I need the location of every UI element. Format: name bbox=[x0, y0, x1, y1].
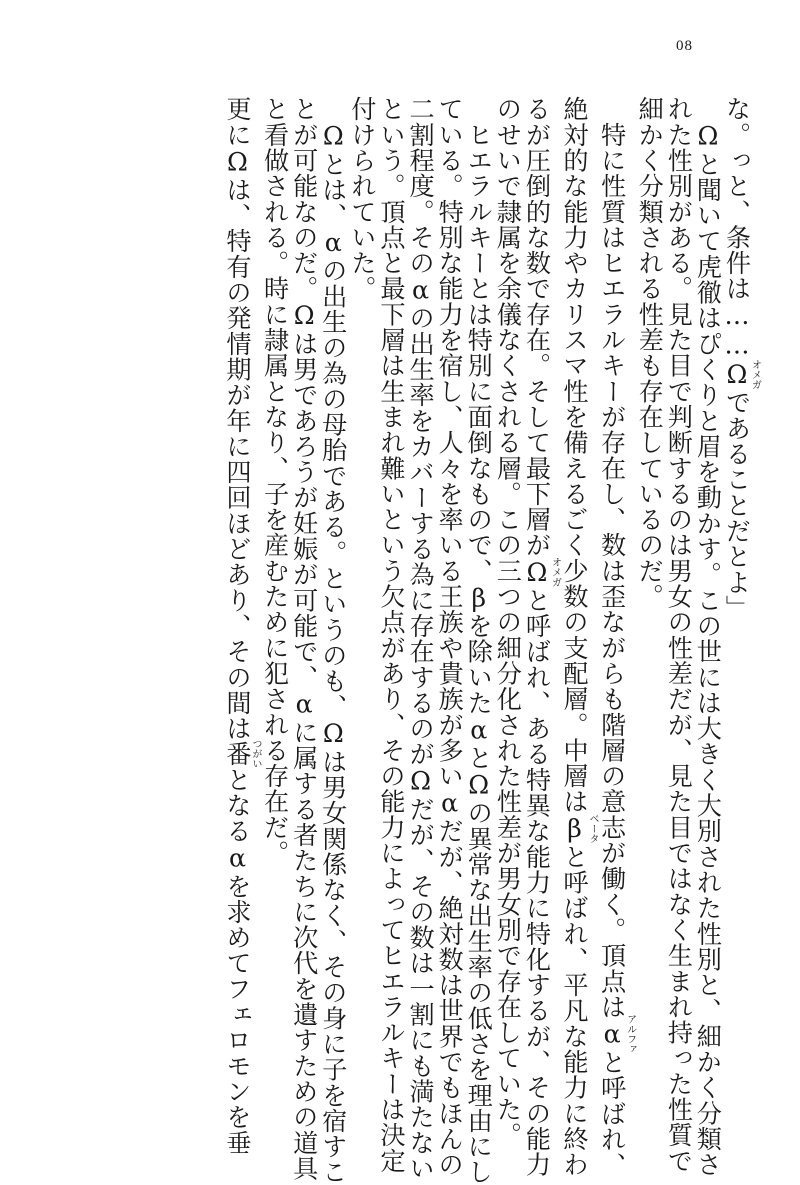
text-line-09: ヒエラルキーとは特別に面倒なもので、βを除いたαとΩの異常な出生率の低さを理由にし bbox=[464, 96, 494, 1185]
text-line-13: 特に性質はヒエラルキーが存在し、数は歪ながらも階層の意志が働く。頂点はαアルファと呼ばれ、 bbox=[597, 96, 636, 1178]
text-line-15: れた性別がある。見た目で判断するのは男女の性差だが、見た目ではなく生まれ持った性質で bbox=[664, 96, 694, 1174]
ruby-annotation: αアルファ bbox=[597, 1014, 636, 1055]
page-number: 08 bbox=[676, 38, 693, 54]
text-line-10: のせいで隷属を余儀なくされる層。この三つの細分化された性差が男女別で存在していた。 bbox=[493, 96, 523, 1148]
ruby-annotation: 番つがい bbox=[223, 738, 261, 769]
text-line-04: Ωとは、αの出生の為の母胎である。というのも、Ωは男女関係なく、その身に子を宿すこ bbox=[318, 96, 348, 1185]
novel-text-block bbox=[30, 96, 761, 1185]
text-line-06: という。頂点と最下層は生まれ難いという欠点があり、その能力によってヒエラルキーは決定 bbox=[376, 96, 406, 1174]
ruby-annotation: Ωオメガ bbox=[722, 359, 761, 390]
text-line-03: とが可能なのだ。Ωは男であろうが妊娠が可能で、αに属する者たちに次代を遺すための道具 bbox=[289, 96, 319, 1181]
text-line-02: と看做される。時に隷属となり、子を産むために犯される存在だ。 bbox=[260, 96, 290, 866]
text-line-08: ている。特別な能力を宿し、人々を率いる王族や貴族が多いαだが、絶対数は世界でもほんの bbox=[435, 96, 465, 1178]
text-line-01: 更にΩは、特有の発情期が年に四回ほどあり、その間は番つがいとなるαを求めてフェロモンを垂 bbox=[223, 96, 261, 1156]
ruby-annotation: βベータ bbox=[560, 813, 599, 844]
text-line-05: 付けられていた。 bbox=[347, 96, 377, 302]
text-line-07: 二割程度。そのαの出生率をカバーする為に存在するのがΩだが、その数は一割にも満たない bbox=[406, 96, 436, 1181]
text-line-17: な。っと、条件は……Ωオメガであることだとよ」 bbox=[722, 96, 761, 621]
text-line-14: 細かく分類される性差も存在しているのだ。 bbox=[635, 96, 665, 609]
text-line-11: るが圧倒的な数で存在。そして最下層がΩオメガと呼ばれ、ある特異な能力に特化するが、その能力 bbox=[522, 96, 561, 1178]
text-line-16: Ωと聞いて虎徹はぴくりと眉を動かす。この世には大きく大別された性別と、細かく分類さ bbox=[693, 96, 723, 1178]
text-line-12: 絶対的な能力やカリスマ性を備えるごく少数の支配層。中層はβベータと呼ばれ、平凡な能力に終わ bbox=[560, 96, 599, 1178]
ruby-annotation: Ωオメガ bbox=[522, 557, 561, 588]
